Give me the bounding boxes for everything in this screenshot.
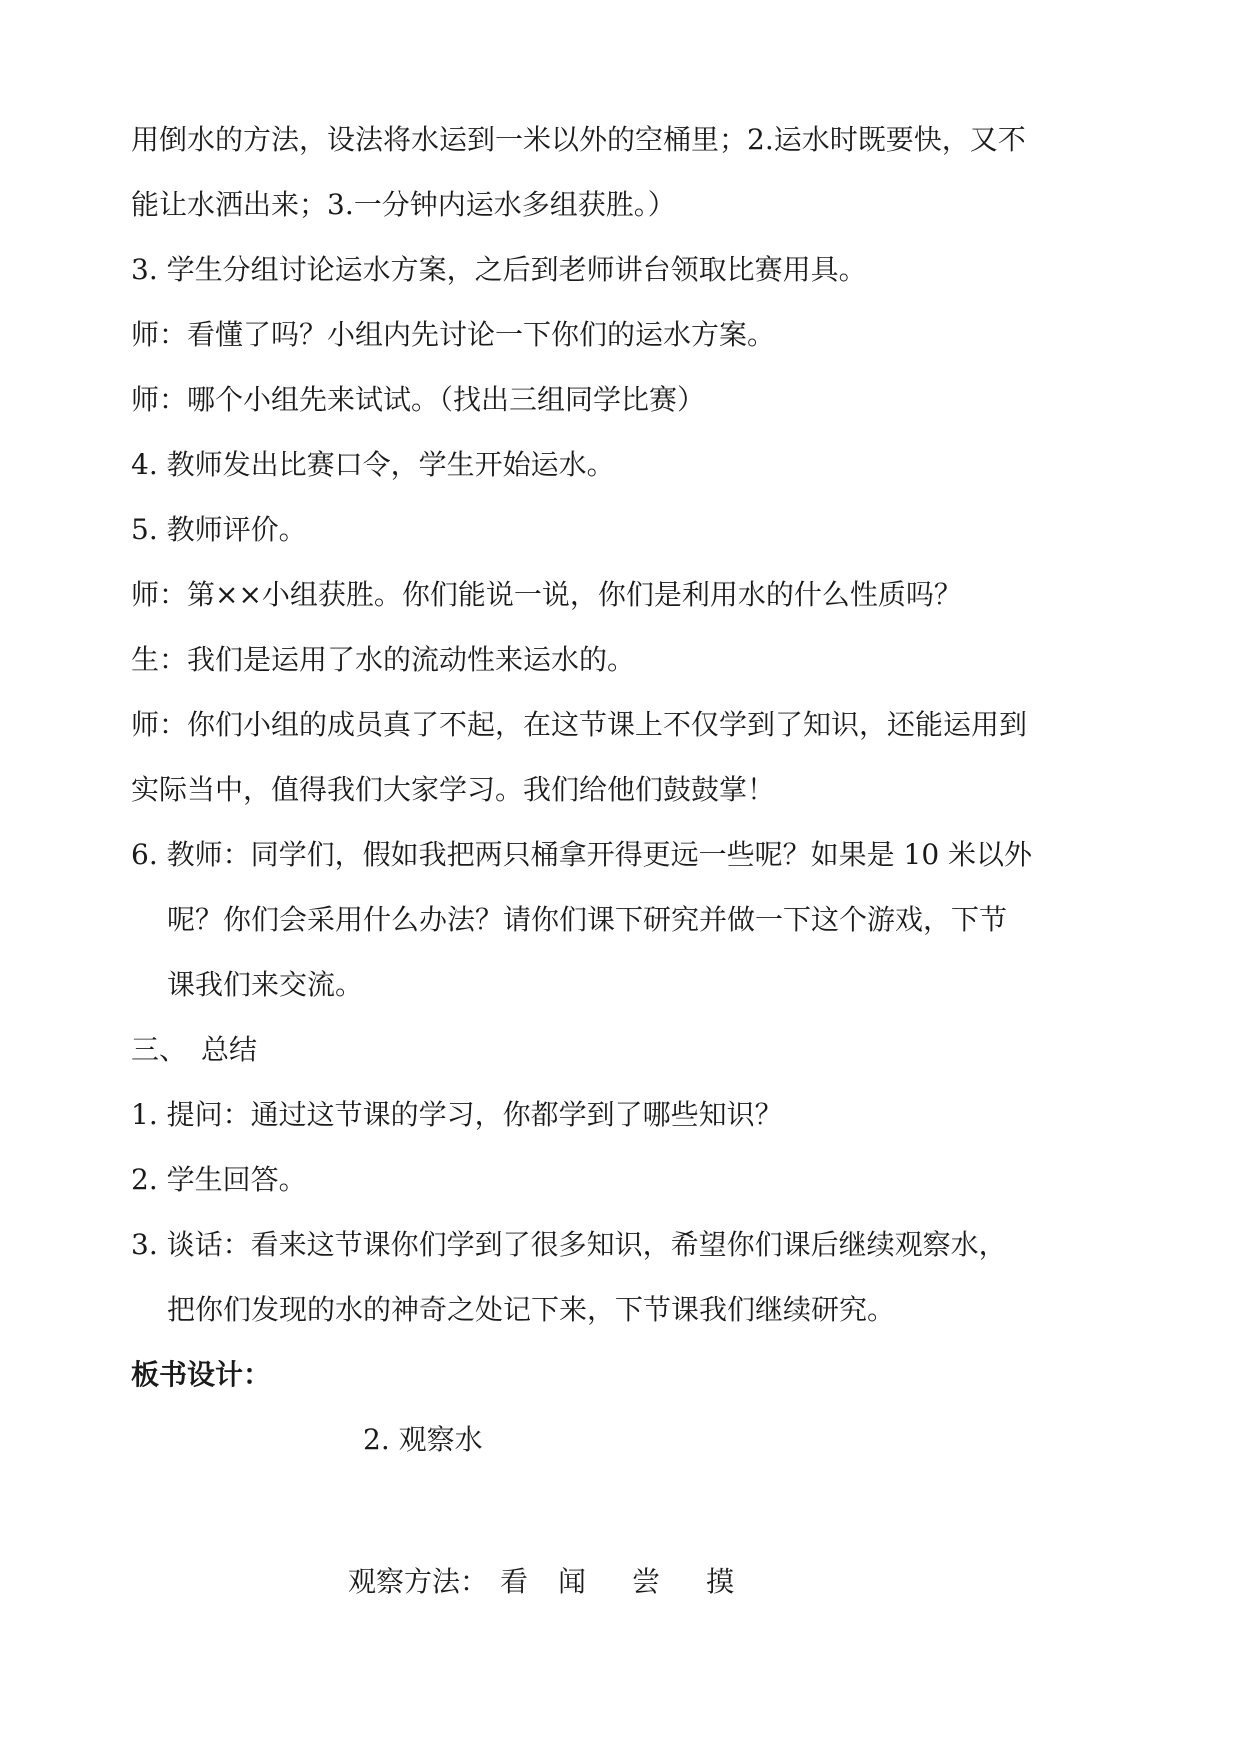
text-line-1: 用倒水的方法，设法将水运到一米以外的空桶里；2.运水时既要快，又不 xyxy=(131,123,1026,156)
text-line-10: 师：你们小组的成员真了不起，在这节课上不仅学到了知识，还能运用到 xyxy=(131,708,1028,741)
text-line-5: 师：哪个小组先来试试。（找出三组同学比赛） xyxy=(131,383,706,416)
text-line-17: 2. 学生回答。 xyxy=(131,1163,307,1196)
text-line-3: 3. 学生分组讨论运水方案，之后到老师讲台领取比赛用具。 xyxy=(131,253,867,286)
method-taste: 尝 xyxy=(632,1565,661,1598)
text-line-13: 呢？你们会采用什么办法？请你们课下研究并做一下这个游戏，下节 xyxy=(167,903,1008,936)
text-line-4: 师：看懂了吗？小组内先讨论一下你们的运水方案。 xyxy=(131,318,776,351)
method-look: 看 xyxy=(500,1565,529,1598)
text-line-8: 师：第××小组获胜。你们能说一说，你们是利用水的什么性质吗？ xyxy=(131,578,962,611)
text-line-11: 实际当中，值得我们大家学习。我们给他们鼓鼓掌！ xyxy=(131,773,776,806)
text-line-2: 能让水洒出来；3.一分钟内运水多组获胜。） xyxy=(131,188,676,221)
board-title: 2. 观察水 xyxy=(363,1423,483,1456)
method-smell: 闻 xyxy=(558,1565,587,1598)
method-touch: 摸 xyxy=(706,1565,735,1598)
text-line-9: 生：我们是运用了水的流动性来运水的。 xyxy=(131,643,636,676)
text-line-14: 课我们来交流。 xyxy=(167,968,364,1001)
board-design-heading: 板书设计： xyxy=(131,1358,272,1391)
section-heading-summary: 三、 总结 xyxy=(131,1033,258,1066)
observation-methods xyxy=(348,1564,734,1600)
method-label: 观察方法： xyxy=(348,1565,489,1598)
text-line-16: 1. 提问：通过这节课的学习，你都学到了哪些知识？ xyxy=(131,1098,783,1131)
text-line-18: 3. 谈话：看来这节课你们学到了很多知识，希望你们课后继续观察水， xyxy=(131,1228,1007,1261)
text-line-7: 5. 教师评价。 xyxy=(131,513,307,546)
text-line-12: 6. 教师：同学们，假如我把两只桶拿开得更远一些呢？如果是 10 米以外 xyxy=(131,838,1033,871)
text-line-19: 把你们发现的水的神奇之处记下来，下节课我们继续研究。 xyxy=(167,1293,896,1326)
text-line-6: 4. 教师发出比赛口令，学生开始运水。 xyxy=(131,448,615,481)
